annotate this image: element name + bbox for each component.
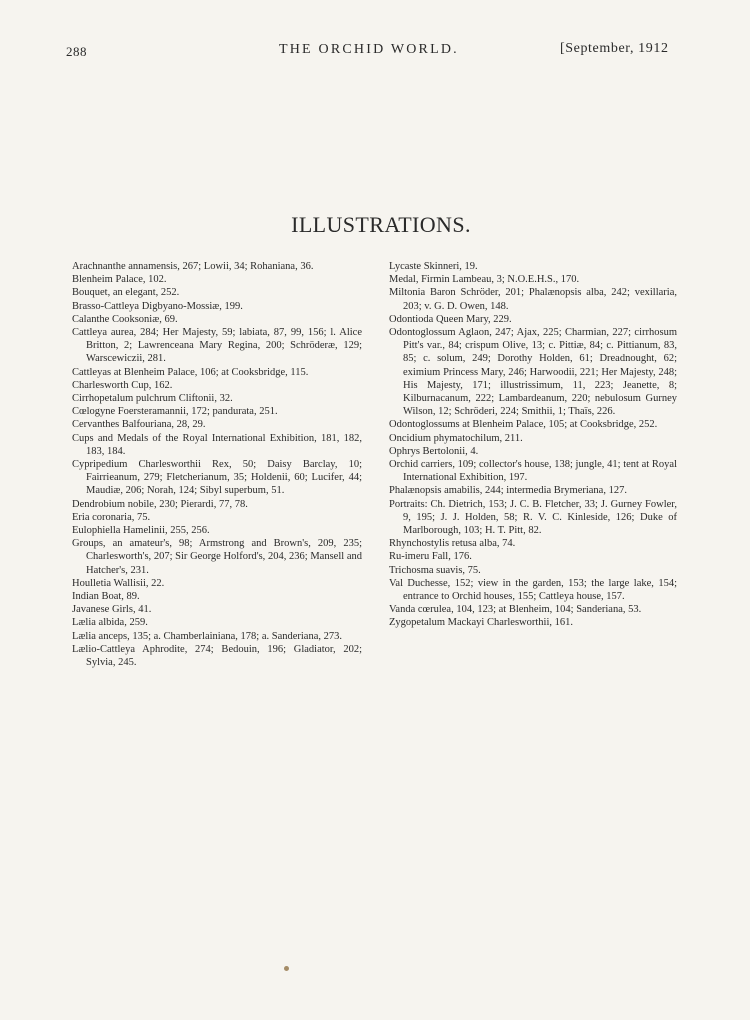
index-entry: Calanthe Cooksoniæ, 69.: [72, 313, 178, 325]
section-heading: ILLUSTRATIONS.: [291, 212, 471, 237]
index-entry: Groups, an amateur's, 98; Armstrong and Brown's, 209, 235; Charlesworth's, 207; Sir George Holford's, 204, 236; Mansell and Hatcher's, 231.: [72, 538, 362, 576]
index-entry: Cups and Medals of the Royal International Exhibition, 181, 182, 183, 184.: [72, 432, 362, 457]
index-entry: Odontoglossum Aglaon, 247; Ajax, 225; Charmian, 227; cirrhosum Pitt's var., 84; crispum Olive, 13; c. Pittiæ, 84; c. Pittianum, 83, 85; c. solum, 249; Dorothy Holden, 61; Dreadnought, 62; eximium Princess Mary, 246; Harwoodii, 221; Her Majesty, 248; His Majesty, 171; illustrissimum, 11, 223; Jeanette, 8; Kilburnacanum, 222; Lambardeanum, 220; nebulosum Gurney Wilson, 12; Schröderi, 224; Smithii, 1; Thaïs, 226.: [389, 327, 677, 418]
running-head: [0, 40, 750, 60]
index-entry: Indian Boat, 89.: [72, 591, 140, 603]
index-entry: Vanda cœrulea, 104, 123; at Blenheim, 104; Sanderiana, 53.: [389, 604, 642, 616]
index-entry: Miltonia Baron Schröder, 201; Phalænopsis alba, 242; vexillaria, 203; v. G. D. Owen, 148.: [389, 287, 677, 312]
index-entry: Lælia anceps, 135; a. Chamberlainiana, 178; a. Sanderiana, 273.: [72, 630, 343, 642]
index-entry: Lælio-Cattleya Aphrodite, 274; Bedouin, 196; Gladiator, 202; Sylvia, 245.: [72, 643, 362, 669]
index-entry: Cattleyas at Blenheim Palace, 106; at Cooksbridge, 115.: [72, 366, 309, 378]
index-entry: Eulophiella Hamelinii, 255, 256.: [72, 525, 210, 537]
index-entry: Javanese Girls, 41.: [72, 604, 152, 616]
index-entry: Ru-imeru Fall, 176.: [389, 551, 472, 563]
index-entry: Zygopetalum Mackayi Charlesworthii, 161.: [389, 617, 574, 629]
index-entry: Trichosma suavis, 75.: [389, 564, 481, 576]
index-entry: Cervanthes Balfouriana, 28, 29.: [72, 419, 206, 431]
index-entry: Portraits: Ch. Dietrich, 153; J. C. B. Fletcher, 33; J. Gurney Fowler, 9, 195; J. J. Holden, 58; R. V. C. Kinleside, 126; Duke of Marlborough, 103; H. T. Pitt, 82.: [389, 498, 677, 537]
index-entry: Orchid carriers, 109; collector's house, 138; jungle, 41; tent at Royal International Exhibition, 197.: [389, 459, 677, 484]
index-entry: Rhynchostylis retusa alba, 74.: [389, 538, 516, 550]
index-column-left: [72, 260, 362, 669]
index-column-right: [389, 260, 677, 630]
journal-title: THE ORCHID WORLD.: [279, 42, 459, 57]
issue-date: [September, 1912: [560, 41, 669, 56]
index-entry: Val Duchesse, 152; view in the garden, 153; the large lake, 154; entrance to Orchid houses, 155; Cattleya house, 157.: [389, 577, 677, 603]
paper-speck-mark: [284, 966, 289, 971]
index-entry: Eria coronaria, 75.: [72, 511, 151, 523]
index-entry: Dendrobium nobile, 230; Pierardi, 77, 78.: [72, 498, 248, 510]
index-entry: Bouquet, an elegant, 252.: [72, 287, 180, 299]
index-entry: Cattleya aurea, 284; Her Majesty, 59; labiata, 87, 99, 156; l. Alice Britton, 2; Lawrenceana Mary Regina, 200; Schröderæ, 129; Warscewiczii, 281.: [72, 327, 362, 365]
index-entry: Phalænopsis amabilis, 244; intermedia Brymeriana, 127.: [389, 485, 627, 497]
index-entry: Lælia albida, 259.: [72, 617, 148, 629]
index-entry: Cœlogyne Foersteramannii, 172; pandurata, 251.: [72, 406, 278, 418]
index-entry: Medal, Firmin Lambeau, 3; N.O.E.H.S., 170.: [389, 274, 580, 286]
index-entry: Ophrys Bertolonii, 4.: [389, 445, 479, 457]
page-number: 288: [66, 44, 87, 59]
index-entry: Odontoglossums at Blenheim Palace, 105; at Cooksbridge, 252.: [389, 419, 658, 431]
index-entry: Houlletia Wallisii, 22.: [72, 577, 165, 589]
index-entry: Odontioda Queen Mary, 229.: [389, 313, 512, 325]
index-entry: Cypripedium Charlesworthii Rex, 50; Daisy Barclay, 10; Fairrieanum, 279; Fletcherianum, 35; Holdenii, 60; Lucifer, 44; Maudiæ, 206; Norah, 124; Sibyl superbum, 51.: [72, 459, 362, 497]
index-entry: Arachnanthe annamensis, 267; Lowii, 34; Rohaniana, 36.: [72, 261, 314, 272]
index-entry: Oncidium phymatochilum, 211.: [389, 432, 523, 444]
index-entry: Cirrhopetalum pulchrum Cliftonii, 32.: [72, 393, 233, 405]
index-entry: Charlesworth Cup, 162.: [72, 379, 173, 391]
index-entry: Brasso-Cattleya Digbyano-Mossiæ, 199.: [72, 300, 243, 312]
index-entry: Blenheim Palace, 102.: [72, 274, 167, 286]
index-entry: Lycaste Skinneri, 19.: [389, 261, 478, 272]
